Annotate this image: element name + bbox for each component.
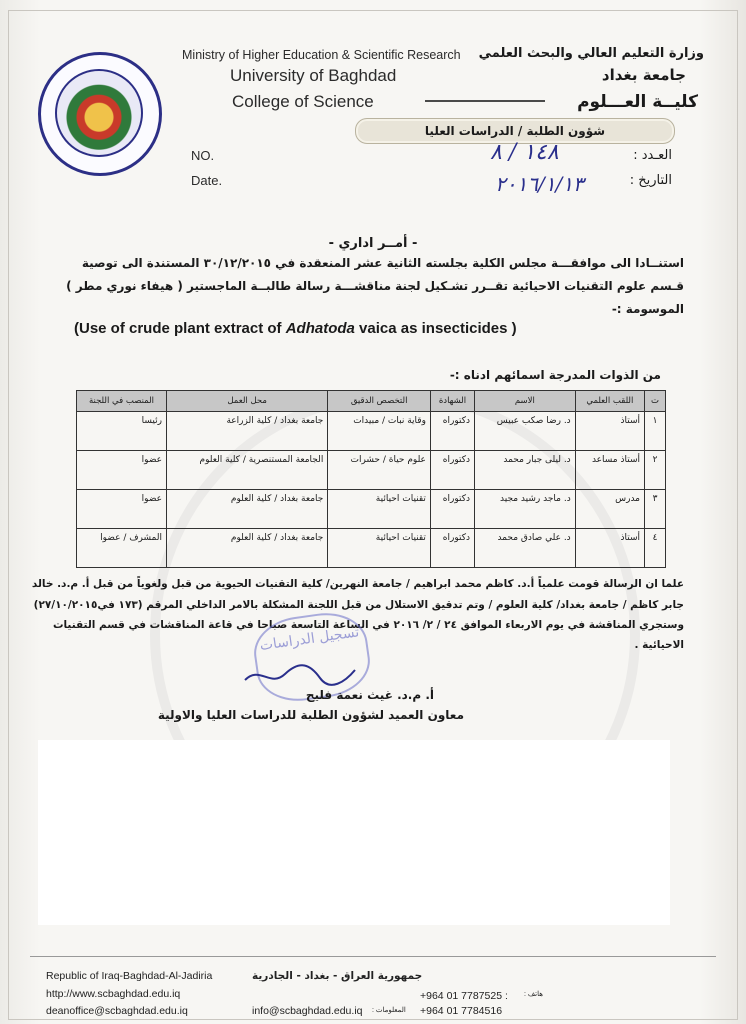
cell-name: د. ماجد رشيد مجيد — [475, 490, 576, 529]
university-en: University of Baghdad — [230, 66, 397, 85]
col-header-degree: الشهادة — [430, 391, 474, 412]
handwritten-number: ١٤٨ / ٨ — [490, 140, 559, 165]
cell-title: مدرس — [575, 490, 644, 529]
signatory-name: أ. م.د. غيث نعمة فليح — [305, 688, 434, 702]
committee-table — [76, 390, 666, 568]
number-label-ar: العـدد : — [633, 148, 672, 163]
signatory-position: معاون العميد لشؤون الطلبة للدراسات العليا والاولية — [157, 708, 464, 722]
cell-name: د. رضا صكب عبيس — [475, 412, 576, 451]
seal-emblem — [55, 69, 143, 157]
date-label-ar: التاريخ : — [629, 173, 672, 188]
footer-address-en: Republic of Iraq-Baghdad-Al-Jadiria — [46, 970, 213, 982]
table-row — [77, 451, 666, 490]
order-heading: - أمــر اداري - — [328, 236, 418, 251]
col-header-role: المنصب في اللجنة — [77, 391, 167, 412]
table-row — [77, 529, 666, 568]
footer-website: http://www.scbaghdad.edu.iq — [46, 988, 181, 1000]
header-divider — [425, 100, 545, 102]
footer-phone-label: هاتف : — [524, 991, 543, 998]
cell-title: أستاذ مساعد — [575, 451, 644, 490]
university-ar: جامعة بغداد — [601, 66, 686, 84]
cell-title: أستاذ — [575, 529, 644, 568]
body-paragraph-3: الموسومة :- — [611, 302, 684, 316]
cell-specialization: وقاية نبات / مبيدات — [328, 412, 431, 451]
cell-role: رئيسا — [77, 412, 167, 451]
college-en: College of Science — [232, 92, 374, 111]
cell-workplace: الجامعة المستنصرية / كلية العلوم — [167, 451, 328, 490]
cell-num: ١ — [645, 412, 666, 451]
footer-info-label: المعلومات : — [372, 1007, 406, 1014]
cell-role: عضوا — [77, 490, 167, 529]
col-header-num: ت — [645, 391, 666, 412]
footer-email-info: info@scbaghdad.edu.iq — [252, 1005, 363, 1017]
thesis-title-post: vaica as insecticides ) — [354, 320, 517, 337]
cell-workplace: جامعة بغداد / كلية الزراعة — [167, 412, 328, 451]
stamp-text: تسجيل الدراسات — [258, 624, 361, 655]
closing-line-4: الاحيائية . — [634, 639, 684, 651]
cell-degree: دكتوراه — [430, 451, 474, 490]
cell-title: أستاذ — [575, 412, 644, 451]
cell-num: ٣ — [645, 490, 666, 529]
cell-degree: دكتوراه — [430, 490, 474, 529]
footer-divider — [30, 956, 716, 957]
closing-line-2: جابر كاظم / جامعة بغداد/ كلية العلوم / وتم تدقيق الاستلال من قبل اللجنة المشكلة بالامر الداخلي المرقم (١٧٣ في٢٧/١٠/٢٠١٥) — [33, 599, 684, 611]
col-header-name: الاسم — [475, 391, 576, 412]
banner-text: شؤون الطلبة / الدراسات العليا — [424, 124, 606, 138]
number-label-en: NO. — [191, 148, 215, 163]
table-row — [77, 490, 666, 529]
thesis-title-italic: Adhatoda — [285, 320, 355, 337]
redacted-area — [38, 740, 670, 925]
col-header-title: اللقب العلمي — [575, 391, 644, 412]
footer-phone-2: +964 01 7784516 — [420, 1005, 503, 1017]
ministry-en: Ministry of Higher Education & Scientific Research — [182, 48, 461, 62]
handwritten-date: ٢٠١٦/١/١٣ — [495, 172, 584, 196]
ministry-ar: وزارة التعليم العالي والبحث العلمي — [478, 46, 704, 61]
cell-specialization: تقنيات احيائية — [328, 529, 431, 568]
cell-num: ٤ — [645, 529, 666, 568]
footer-email-dean: deanoffice@scbaghdad.edu.iq — [46, 1005, 188, 1017]
col-header-workplace: محل العمل — [167, 391, 328, 412]
body-paragraph-4: من الذوات المدرجة اسمائهم ادناه :- — [449, 368, 661, 382]
date-label-en: Date. — [191, 173, 223, 188]
cell-workplace: جامعة بغداد / كلية العلوم — [167, 529, 328, 568]
cell-name: د. ليلى جبار محمد — [475, 451, 576, 490]
cell-role: عضوا — [77, 451, 167, 490]
handwritten-signature — [240, 660, 360, 690]
cell-role: المشرف / عضوا — [77, 529, 167, 568]
cell-name: د. علي صادق محمد — [475, 529, 576, 568]
body-paragraph-2: قـسم علوم التقنيات الاحيائية تقــرر تشـكيل لجنة مناقشـــة رسالة طالبــة الماجستير ( هيفاء نوري مطر ) — [66, 279, 684, 293]
college-ar: كليــة العـــلوم — [577, 92, 698, 112]
thesis-title — [74, 320, 517, 337]
thesis-title-pre: (Use of crude plant extract of — [74, 320, 286, 337]
closing-line-3: وستجري المناقشة في يوم الاربعاء الموافق ٢٤ / ٢/ ٢٠١٦ في الساعة التاسعة صباحا في قاعة المناقشات في قسم التقنيات — [52, 619, 684, 631]
table-header-row — [77, 391, 666, 412]
body-paragraph-1: استنــادا الى موافقـــة مجلس الكلية بجلسته الثانية عشر المنعقدة في ٣٠/١٢/٢٠١٥ المستندة الى توصية — [81, 256, 684, 270]
closing-line-1: علما ان الرسالة قومت علمياً أ.د. كاظم محمد ابراهيم / جامعة النهرين/ كلية التقنيات الحيوية من قبل ولغوياً من قبل أ. م.د. خالد — [31, 578, 684, 590]
university-seal-logo — [38, 52, 162, 176]
footer-phone-1: +964 01 7787525 : — [420, 990, 508, 1002]
cell-num: ٢ — [645, 451, 666, 490]
cell-degree: دكتوراه — [430, 412, 474, 451]
table-row — [77, 412, 666, 451]
col-header-specialization: التخصص الدقيق — [328, 391, 431, 412]
cell-workplace: جامعة بغداد / كلية العلوم — [167, 490, 328, 529]
cell-specialization: علوم حياة / حشرات — [328, 451, 431, 490]
cell-degree: دكتوراه — [430, 529, 474, 568]
cell-specialization: تقنيات احيائية — [328, 490, 431, 529]
footer-address-ar: جمهورية العراق - بغداد - الجادرية — [252, 970, 423, 982]
